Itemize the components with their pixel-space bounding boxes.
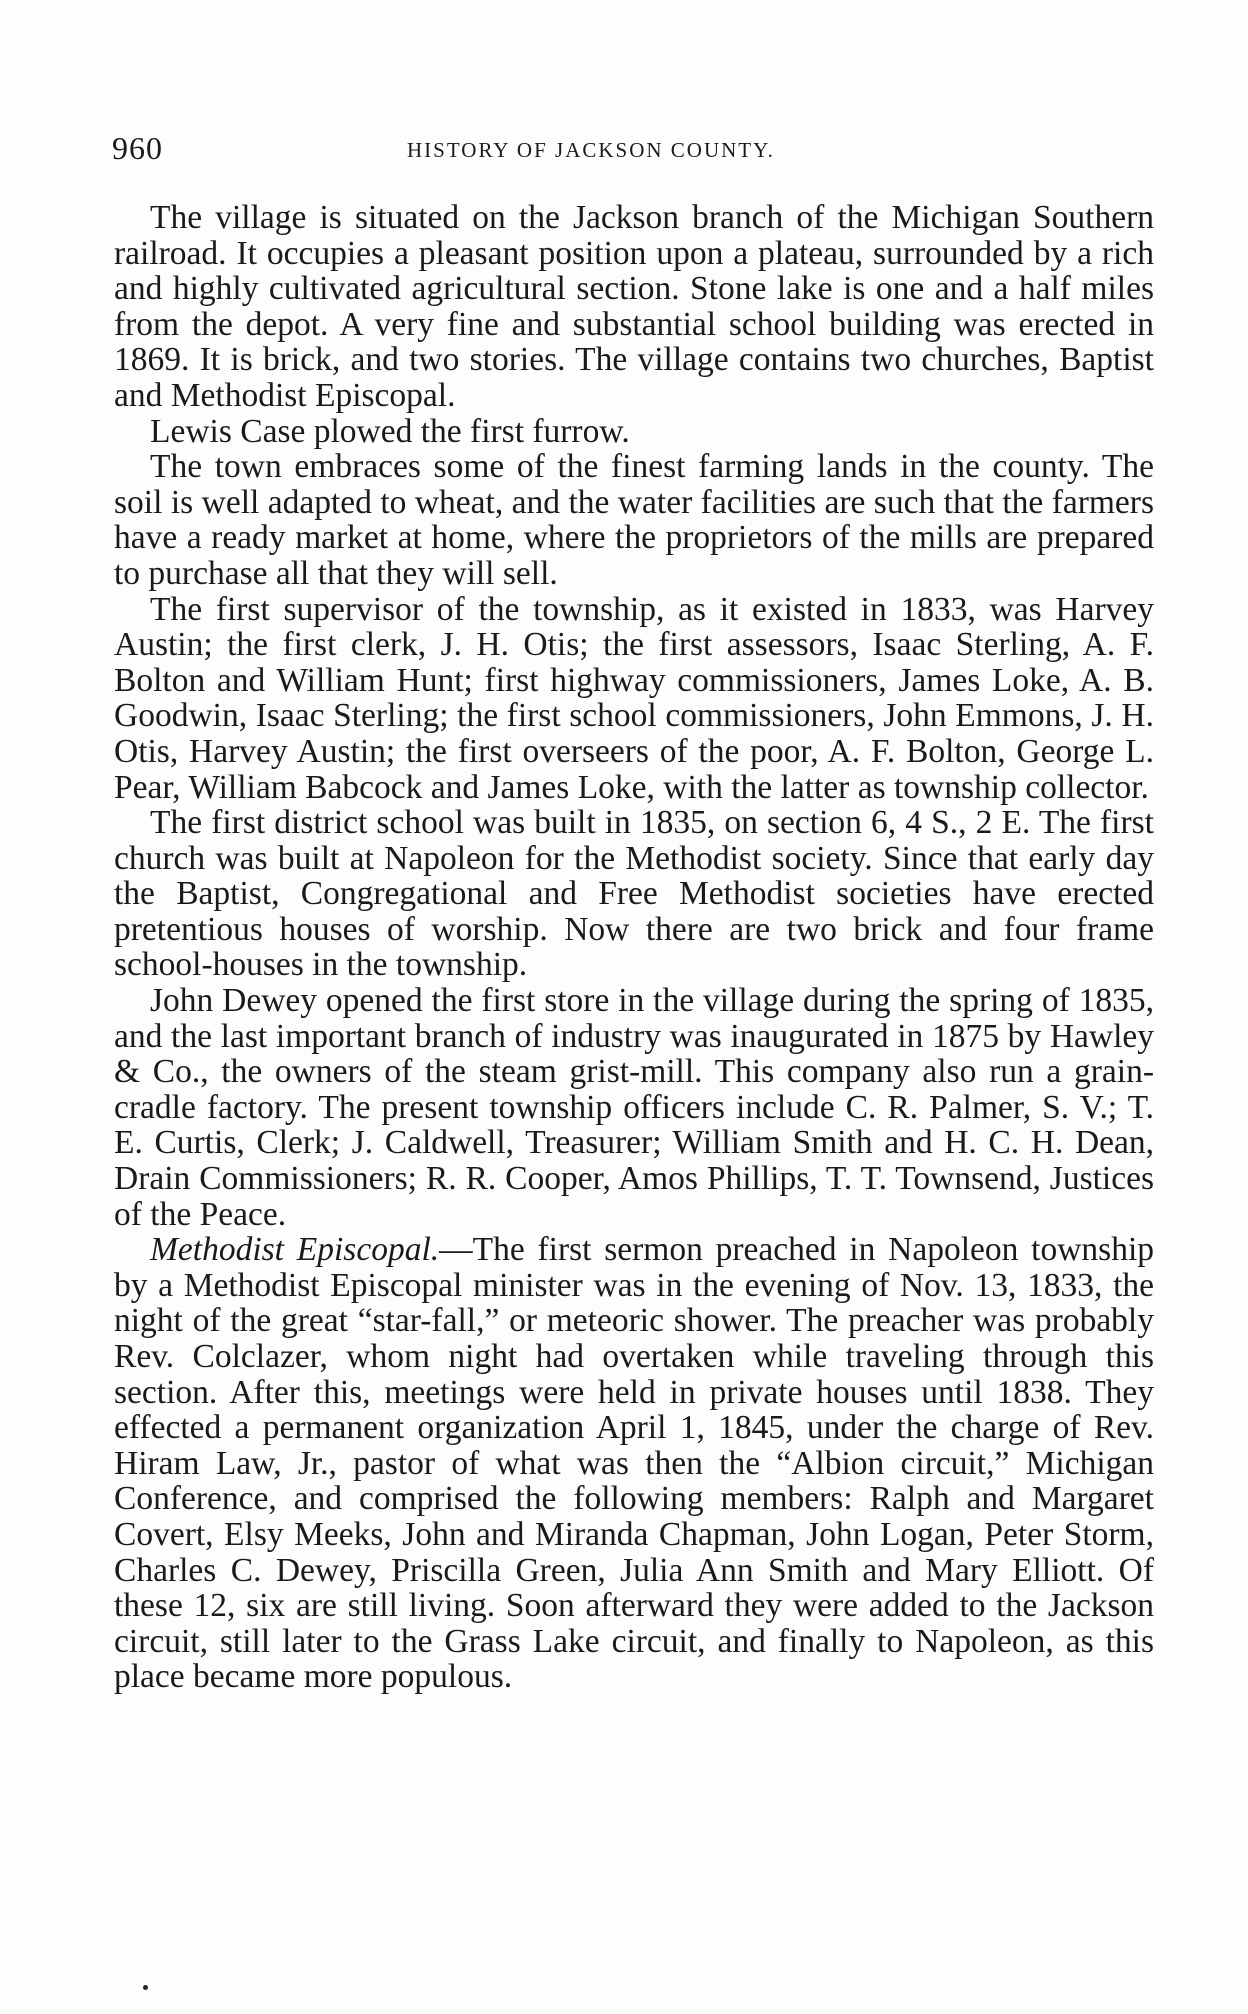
body-text [114, 200, 1154, 1695]
section-heading-methodist: Methodist Episcopal. [150, 1231, 440, 1269]
paragraph-first-school: The first district school was built in 1835, on section 6, 4 S., 2 E. The first church was built at Napoleon for the Methodist society. Since that early day the Baptist, Congregational and Free Methodist societies have erected pretentious houses of worship. Now there are two brick and four frame school-houses in the township. [114, 804, 1154, 984]
running-head [112, 130, 1142, 170]
paragraph-farming-lands: The town embraces some of the finest farming lands in the county. The soil is well adapted to wheat, and the water facilities are such that the farmers have a ready market at home, where the proprietors of the mills are prepared to purchase all that they will sell. [114, 448, 1154, 592]
paragraph-first-furrow: Lewis Case plowed the first furrow. [150, 412, 630, 450]
paragraph-first-store: John Dewey opened the first store in the village during the spring of 1835, and the last important branch of industry was inaugurated in 1875 by Hawley & Co., the owners of the steam grist-mill. This company also run a grain-cradle factory. The present township officers include C. R. Palmer, S. V.; T. E. Curtis, Clerk; J. Caldwell, Treasurer; William Smith and H. C. H. Dean, Drain Commissioners; R. R. Cooper, Amos Phillips, T. T. Townsend, Justices of the Peace. [114, 982, 1154, 1233]
paragraph-methodist-episcopal [114, 1232, 1154, 1695]
page-number: 960 [112, 130, 163, 166]
ink-speck [143, 1985, 148, 1990]
paragraph-first-officers: The first supervisor of the township, as it existed in 1833, was Harvey Austin; the first clerk, J. H. Otis; the first assessors, Isaac Sterling, A. F. Bolton and William Hunt; first highway commissioners, James Loke, A. B. Goodwin, Isaac Sterling; the first school commissioners, John Emmons, J. H. Otis, Harvey Austin; the first overseers of the poor, A. F. Bolton, George L. Pear, William Babcock and James Loke, with the latter as township collector. [114, 590, 1154, 806]
methodist-section-text: —The first sermon preached in Napoleon township by a Methodist Episcopal minister was in the evening of Nov. 13, 1833, the night of the great “star-fall,” or meteoric shower. The preacher was probably Rev. Colclazer, whom night had overtaken while traveling through this section. After this, meetings were held in private houses until 1838. They effected a permanent organization April 1, 1845, under the charge of Rev. Hiram Law, Jr., pastor of what was then the “Albion circuit,” Michigan Conference, and comprised the following members: Ralph and Margaret Covert, Elsy Meeks, John and Miranda Chapman, John Logan, Peter Storm, Charles C. Dewey, Priscilla Green, Julia Ann Smith and Mary Elliott. Of these 12, six are still living. Soon afterward they were added to the Jackson circuit, still later to the Grass Lake circuit, and finally to Napoleon, as this place became more populous. [114, 1231, 1154, 1696]
running-title: HISTORY OF JACKSON COUNTY. [407, 138, 775, 162]
paragraph-village: The village is situated on the Jackson branch of the Michigan Southern railroad. It occupies a pleasant position upon a plateau, surrounded by a rich and highly cultivated agricultural section. Stone lake is one and a half miles from the depot. A very fine and substantial school building was erected in 1869. It is brick, and two stories. The village contains two churches, Baptist and Methodist Episcopal. [114, 199, 1154, 414]
